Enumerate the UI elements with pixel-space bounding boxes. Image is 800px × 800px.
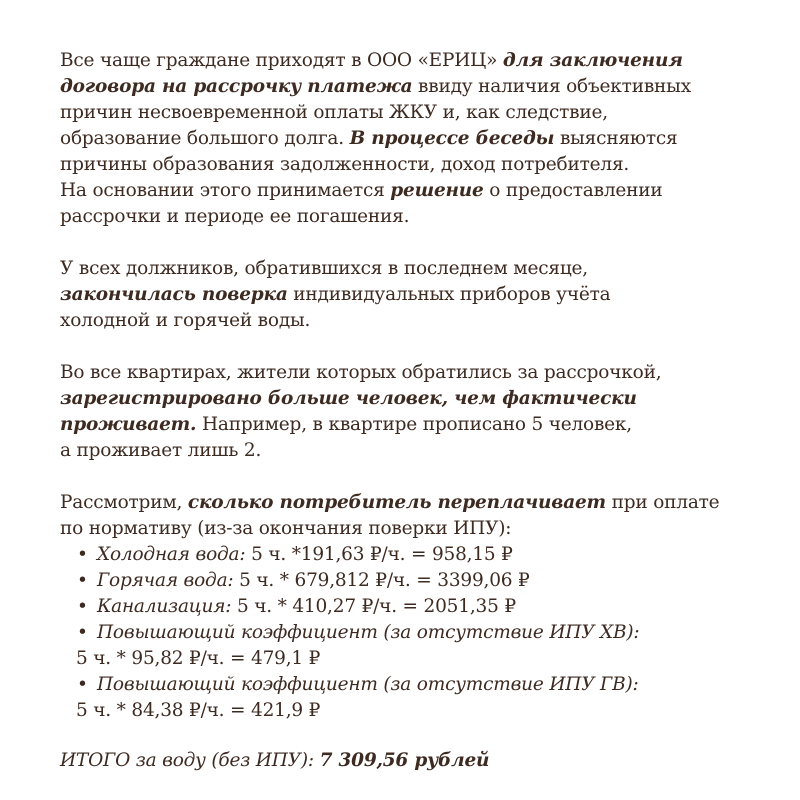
document-page <box>60 48 740 774</box>
total-label: ИТОГО за воду (без ИПУ): <box>60 750 314 771</box>
list-item-sewerage: • Канализация: 5 ч. * 410,27 ₽/ч. = 2051,35 ₽ <box>60 594 740 620</box>
bullet-icon: • <box>77 674 88 695</box>
emphasis-installment: договора на рассрочку платежа <box>60 76 413 97</box>
list-item-coefficient-cold: • Повышающий коэффициент (за отсутствие ИПУ ХВ): <box>60 620 740 646</box>
emphasis-registered: зарегистрировано больше человек, чем фактически <box>60 388 637 409</box>
list-item-hot-water: • Горячая вода: 5 ч. * 679,812 ₽/ч. = 3399,06 ₽ <box>60 568 740 594</box>
bullet-icon: • <box>77 544 88 565</box>
list-item-coefficient-hot-formula: 5 ч. * 84,38 ₽/ч. = 421,9 ₽ <box>76 700 321 721</box>
calculation-section <box>60 490 740 724</box>
bullet-icon: • <box>77 622 88 643</box>
list-item-coefficient-hot: • Повышающий коэффициент (за отсутствие ИПУ ГВ): <box>60 672 740 698</box>
emphasis-decision: решение <box>390 180 484 201</box>
paragraph-registered-residents: Во все квартирах, жители которых обратились за рассрочкой, зарегистрировано больше человек, чем фактически проживает. Например, в квартире прописано 5 человек, а проживает лишь 2. <box>60 362 662 461</box>
list-item-cold-water: • Холодная вода: 5 ч. *191,63 ₽/ч. = 958,15 ₽ <box>60 542 740 568</box>
emphasis-conversation: В процессе беседы <box>349 128 555 149</box>
emphasis-lives: проживает. <box>60 414 197 435</box>
list-item-coefficient-cold-formula: 5 ч. * 95,82 ₽/ч. = 479,1 ₽ <box>76 648 321 669</box>
total-value: 7 309,56 рублей <box>319 750 490 771</box>
emphasis-agreement: для заключения <box>502 50 683 71</box>
total-line <box>60 748 740 774</box>
bullet-icon: • <box>77 596 88 617</box>
emphasis-overpay: сколько потребитель переплачивает <box>187 492 606 513</box>
bullet-icon: • <box>77 570 88 591</box>
paragraph-installment-agreement: Все чаще граждане приходят в ООО «ЕРИЦ» для заключения договора на рассрочку платежа ввиду наличия объективных причин несвоевременной оплаты ЖКУ и, как следствие, образование большого долга. В процессе беседы выясняются причины образования задолженности, доход потребителя. На основании этого принимается решение о предоставлении рассрочки и периоде ее погашения. <box>60 50 691 227</box>
paragraph-verification-ended: У всех должников, обратившихся в последнем месяце, закончилась поверка индивидуальных приборов учёта холодной и горячей воды. <box>60 258 611 331</box>
calculation-intro: Рассмотрим, сколько потребитель переплачивает при оплате по нормативу (из-за окончания поверки ИПУ): <box>60 492 720 539</box>
calculation-list <box>60 542 740 724</box>
emphasis-verification: закончилась поверка <box>60 284 288 305</box>
